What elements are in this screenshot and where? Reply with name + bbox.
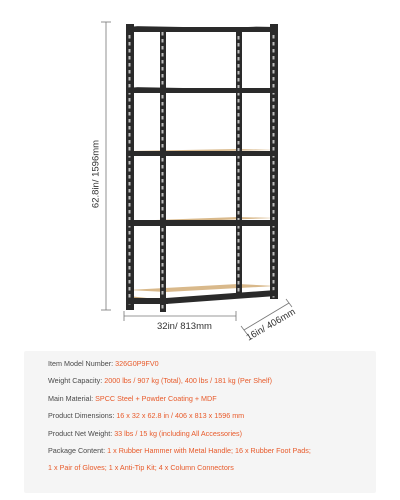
post-hole <box>162 242 164 246</box>
post-hole <box>129 259 131 263</box>
post-hole <box>129 252 131 256</box>
post-hole <box>129 280 131 284</box>
post-hole <box>238 162 240 166</box>
post-hole <box>129 217 131 221</box>
post-hole <box>273 273 275 277</box>
post-hole <box>129 63 131 67</box>
post-hole <box>129 294 131 298</box>
post-hole <box>129 42 131 46</box>
post-hole <box>162 102 164 106</box>
spec-row-weight-capacity <box>48 376 376 385</box>
post-hole <box>273 98 275 102</box>
post-hole <box>129 203 131 207</box>
spec-value: 2000 lbs / 907 kg (Total), 400 lbs / 181 kg (Per Shelf) <box>104 376 273 386</box>
post-hole <box>162 200 164 204</box>
post-hole <box>273 189 275 193</box>
post-hole <box>273 266 275 270</box>
post-hole <box>238 274 240 278</box>
post-hole <box>129 245 131 249</box>
post-hole <box>129 196 131 200</box>
post-hole <box>129 70 131 74</box>
post-hole <box>129 161 131 165</box>
post-hole <box>129 35 131 39</box>
post-hole <box>273 42 275 46</box>
post-hole <box>238 71 240 75</box>
post-hole <box>129 266 131 270</box>
shelf-boards <box>128 149 276 304</box>
post-hole <box>273 119 275 123</box>
post-hole <box>162 256 164 260</box>
post-hole <box>273 280 275 284</box>
post-hole <box>273 252 275 256</box>
post-hole <box>162 39 164 43</box>
spec-label: Weight Capacity: <box>48 376 103 386</box>
post-hole <box>238 36 240 40</box>
post-hole <box>273 35 275 39</box>
post-hole <box>129 210 131 214</box>
post-hole <box>162 284 164 288</box>
post-hole <box>162 95 164 99</box>
post-hole <box>162 214 164 218</box>
post-hole <box>162 46 164 50</box>
post-hole <box>162 235 164 239</box>
post-hole <box>129 105 131 109</box>
spec-label: Main Material: <box>48 393 94 403</box>
post-hole <box>238 260 240 264</box>
post-hole <box>238 50 240 54</box>
post-hole <box>162 32 164 36</box>
post-hole <box>238 239 240 243</box>
post-holes <box>129 28 275 309</box>
post-hole <box>162 158 164 162</box>
post-hole <box>162 60 164 64</box>
post-hole <box>129 238 131 242</box>
post-hole <box>273 56 275 60</box>
post-hole <box>162 277 164 281</box>
post-hole <box>273 196 275 200</box>
post-hole <box>273 77 275 81</box>
width-dimension-label: 32in/ 813mm <box>157 321 212 332</box>
post-hole <box>238 246 240 250</box>
post-hole <box>162 144 164 148</box>
post-hole <box>273 105 275 109</box>
post-hole <box>129 133 131 137</box>
post-hole <box>162 116 164 120</box>
post-hole <box>129 273 131 277</box>
post-hole <box>273 245 275 249</box>
post-hole <box>238 134 240 138</box>
post-hole <box>129 147 131 151</box>
post-hole <box>162 179 164 183</box>
post-hole <box>273 287 275 291</box>
post-hole <box>162 109 164 113</box>
post-hole <box>273 238 275 242</box>
post-hole <box>238 64 240 68</box>
post-hole <box>238 211 240 215</box>
post-hole <box>273 84 275 88</box>
front-posts <box>126 24 166 312</box>
back-posts <box>236 24 278 299</box>
spec-row-model <box>48 359 376 368</box>
post-hole <box>162 249 164 253</box>
post-hole <box>273 203 275 207</box>
spec-label: Product Net Weight: <box>48 428 113 438</box>
post-hole <box>238 183 240 187</box>
post-hole <box>238 267 240 271</box>
post-hole <box>273 231 275 235</box>
post-hole <box>238 43 240 47</box>
post-hole <box>273 140 275 144</box>
post-hole <box>273 133 275 137</box>
post-hole <box>273 112 275 116</box>
spec-label: Package Content: <box>48 445 106 455</box>
post-hole <box>273 147 275 151</box>
post-hole <box>129 287 131 291</box>
post-hole <box>238 85 240 89</box>
post-hole <box>129 98 131 102</box>
post-hole <box>273 161 275 165</box>
spec-row-material <box>48 394 376 403</box>
post-hole <box>129 168 131 172</box>
post-hole <box>238 288 240 292</box>
post-hole <box>129 231 131 235</box>
post-hole <box>162 74 164 78</box>
post-hole <box>129 56 131 60</box>
post-hole <box>238 204 240 208</box>
spec-label: Item Model Number: <box>48 359 114 368</box>
post-hole <box>129 84 131 88</box>
post-hole <box>273 70 275 74</box>
post-hole <box>238 57 240 61</box>
post-hole <box>238 113 240 117</box>
spec-value: 326G0P9FV0 <box>115 359 159 368</box>
spec-row-dimensions <box>48 411 376 420</box>
post-hole <box>162 172 164 176</box>
post-hole <box>238 281 240 285</box>
post-hole <box>129 112 131 116</box>
post-hole <box>273 168 275 172</box>
spec-value: 16 x 32 x 62.8 in / 406 x 813 x 1596 mm <box>116 411 245 421</box>
post-hole <box>162 53 164 57</box>
post-hole <box>238 99 240 103</box>
post-hole <box>238 197 240 201</box>
post-hole <box>238 253 240 257</box>
spec-value: SPCC Steel + Powder Coating + MDF <box>95 393 217 403</box>
spec-value: 33 lbs / 15 kg (including All Accessories) <box>114 428 243 438</box>
post-hole <box>129 126 131 130</box>
post-hole <box>273 126 275 130</box>
post-hole <box>162 291 164 295</box>
post-hole <box>273 49 275 53</box>
post-hole <box>129 175 131 179</box>
post-hole <box>162 130 164 134</box>
post-hole <box>162 67 164 71</box>
post-hole <box>238 232 240 236</box>
height-dimension-label: 62.8in/ 1596mm <box>90 139 102 209</box>
depth-dimension-label: 16in/ 406mm <box>244 306 298 344</box>
post-hole <box>162 270 164 274</box>
post-hole <box>273 175 275 179</box>
post-hole <box>238 141 240 145</box>
post-hole <box>238 78 240 82</box>
post-hole <box>129 49 131 53</box>
post-hole <box>238 148 240 152</box>
height-dimension-line <box>101 22 111 310</box>
spec-row-package-content <box>48 446 376 455</box>
spec-value: 1 x Rubber Hammer with Metal Handle; 16 x Rubber Foot Pads; <box>107 445 311 455</box>
spec-value: 1 x Pair of Gloves; 1 x Anti-Tip Kit; 4 x Column Connectors <box>48 463 234 473</box>
spec-row-net-weight <box>48 429 376 438</box>
post-hole <box>238 190 240 194</box>
post-hole <box>273 63 275 67</box>
width-dimension-line <box>124 311 236 321</box>
spec-label: Product Dimensions: <box>48 411 115 421</box>
post-hole <box>162 165 164 169</box>
post-hole <box>162 305 164 309</box>
post-hole <box>273 182 275 186</box>
post-hole <box>162 137 164 141</box>
post-hole <box>162 81 164 85</box>
post-hole <box>129 189 131 193</box>
post-hole <box>273 210 275 214</box>
post-hole <box>162 123 164 127</box>
post-hole <box>162 228 164 232</box>
post-hole <box>129 119 131 123</box>
post-hole <box>238 127 240 131</box>
post-hole <box>238 120 240 124</box>
post-hole <box>129 182 131 186</box>
post-hole <box>238 169 240 173</box>
post-hole <box>162 193 164 197</box>
spec-row-package-content-continued <box>48 463 376 472</box>
post-hole <box>238 176 240 180</box>
post-hole <box>162 207 164 211</box>
post-hole <box>162 186 164 190</box>
shelf-frames <box>128 26 278 304</box>
post-hole <box>238 106 240 110</box>
post-hole <box>129 77 131 81</box>
post-hole <box>273 259 275 263</box>
post-hole <box>273 217 275 221</box>
post-hole <box>162 263 164 267</box>
post-hole <box>129 140 131 144</box>
specifications-panel <box>24 351 376 493</box>
